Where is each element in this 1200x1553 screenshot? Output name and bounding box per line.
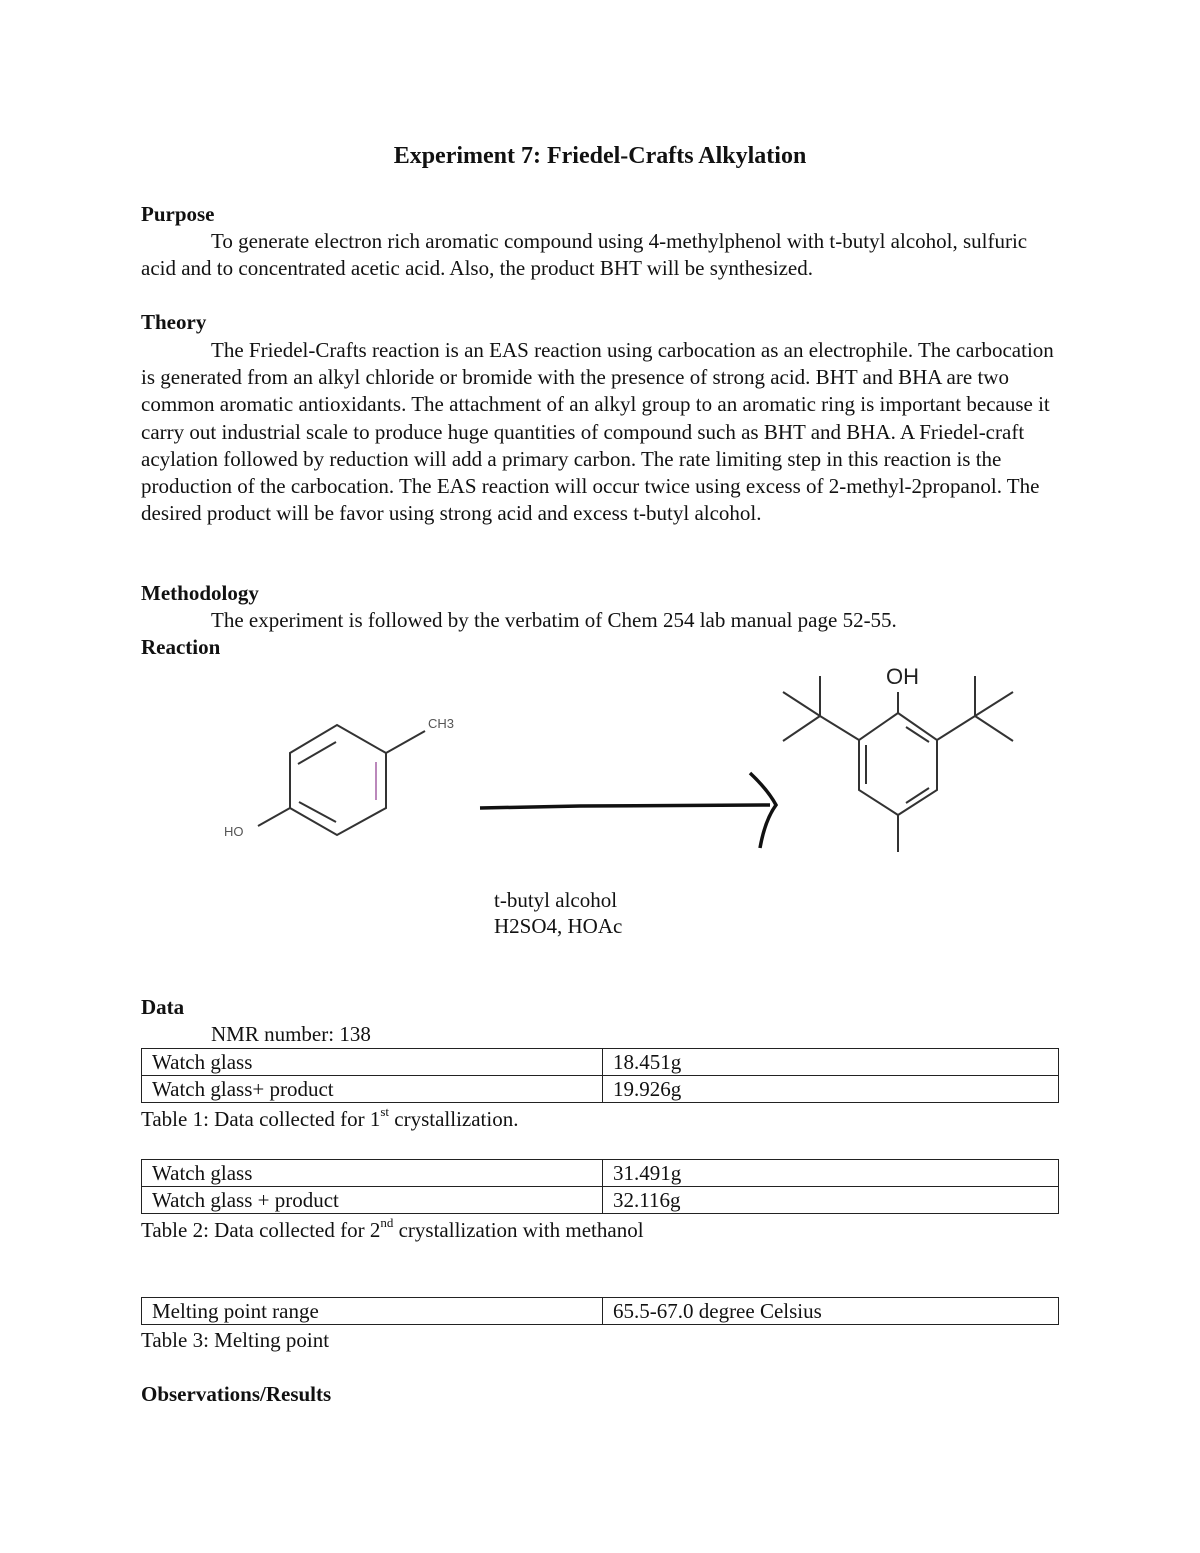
table-row	[142, 1160, 1059, 1187]
table-row	[142, 1187, 1059, 1214]
theory-text: The Friedel-Crafts reaction is an EAS reaction using carbocation as an electrophile. The carbocation is generated from an alkyl chloride or bromide with the presence of strong acid. BHT and BHA are two common aromatic antioxidants. The attachment of an alkyl group to an aromatic ring is important because it carry out industrial scale to produce huge quantities of compound such as BHT and BHA. A Friedel-craft acylation followed by reduction will add a primary carbon. The rate limiting step in this reaction is the production of the carbocation. The EAS reaction will occur twice using excess of 2-methyl-2propanol. The desired product will be favor using strong acid and excess t-butyl alcohol.	[141, 338, 1054, 526]
table-row	[142, 1298, 1059, 1325]
arrow-shaft	[480, 805, 770, 808]
table-cell: Watch glass + product	[142, 1187, 603, 1214]
table-3	[141, 1297, 1059, 1325]
table-cell: 19.926g	[603, 1076, 1059, 1103]
left-tbutyl-methyl-3	[783, 716, 820, 741]
table-row	[142, 1049, 1059, 1076]
table-cell: 31.491g	[603, 1160, 1059, 1187]
caption-text: crystallization.	[389, 1107, 519, 1131]
table-2-caption	[141, 1215, 644, 1243]
page-title: Experiment 7: Friedel-Crafts Alkylation	[393, 143, 807, 169]
reaction-heading: Reaction	[141, 635, 221, 659]
hydroxyl-bond	[258, 808, 290, 826]
product-ring	[859, 713, 937, 815]
observations-heading: Observations/Results	[141, 1382, 332, 1406]
ch3-label: CH3	[428, 716, 455, 731]
methodology-text: The experiment is followed by the verbatim of Chem 254 lab manual page 52-55.	[211, 608, 897, 632]
caption-text: Table 1: Data collected for 1	[141, 1107, 381, 1131]
reactant-ring	[290, 725, 386, 835]
arrow-head	[750, 773, 776, 848]
nmr-number: NMR number: 138	[211, 1022, 371, 1046]
table-1	[141, 1048, 1059, 1103]
right-tbutyl-bond	[937, 716, 975, 740]
product-inner-bond-3	[906, 788, 929, 803]
caption-superscript: nd	[380, 1215, 394, 1230]
table-cell: Watch glass	[142, 1049, 603, 1076]
table-cell: 32.116g	[603, 1187, 1059, 1214]
reaction-arrow	[480, 773, 776, 848]
purpose-text: To generate electron rich aromatic compound using 4-methylphenol with t-butyl alcohol, sulfuric acid and to concentrated acetic acid. Also, the product BHT will be synthesized.	[141, 229, 1028, 281]
table-cell: Melting point range	[142, 1298, 603, 1325]
table-row	[142, 1076, 1059, 1103]
data-heading: Data	[141, 995, 185, 1019]
oh-label: OH	[886, 664, 919, 689]
table-3-caption: Table 3: Melting point	[141, 1328, 330, 1352]
table-2	[141, 1159, 1059, 1214]
caption-text: crystallization with methanol	[393, 1218, 644, 1242]
reactant-structure	[258, 725, 425, 835]
table-cell: 65.5-67.0 degree Celsius	[603, 1298, 1059, 1325]
product-structure	[783, 676, 1013, 852]
left-tbutyl-methyl-2	[783, 692, 820, 716]
methodology-heading: Methodology	[141, 581, 259, 605]
table-cell: Watch glass+ product	[142, 1076, 603, 1103]
ho-label: HO	[224, 824, 244, 839]
purpose-heading: Purpose	[141, 202, 215, 226]
table-cell: Watch glass	[142, 1160, 603, 1187]
right-tbutyl-methyl-2	[975, 692, 1013, 716]
caption-superscript: st	[380, 1104, 390, 1119]
table-1-caption	[141, 1104, 519, 1132]
reagent-line-1: t-butyl alcohol	[494, 888, 618, 912]
theory-heading: Theory	[141, 310, 207, 334]
reagent-line-2: H2SO4, HOAc	[494, 914, 623, 938]
caption-text: Table 2: Data collected for 2	[141, 1218, 381, 1242]
product-inner-bond-1	[906, 727, 929, 742]
reactant-inner-bond-3	[299, 802, 336, 822]
methyl-bond	[386, 731, 425, 753]
table-cell: 18.451g	[603, 1049, 1059, 1076]
right-tbutyl-methyl-3	[975, 716, 1013, 741]
left-tbutyl-bond	[820, 716, 859, 740]
